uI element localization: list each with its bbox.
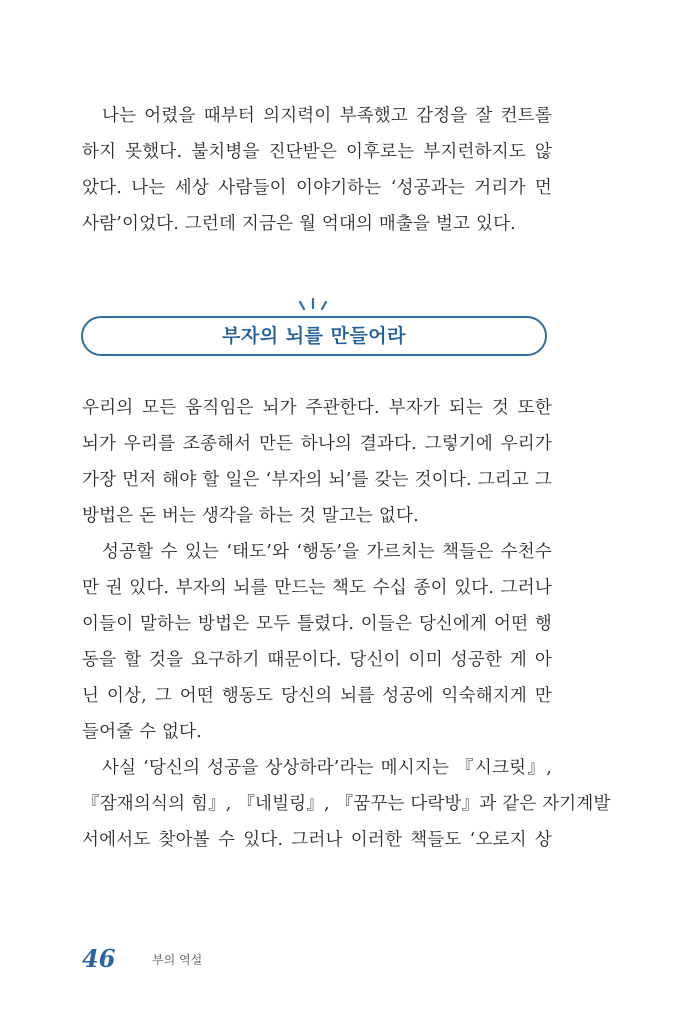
body-line: 들어줄 수 없다. <box>82 722 202 742</box>
body-line: 성공할 수 있는 ‘태도’와 ‘행동’을 가르치는 책들은 수천수 <box>102 542 552 562</box>
intro-line: 사람’이었다. 그런데 지금은 월 억대의 매출을 벌고 있다. <box>82 214 516 234</box>
body-line: 이들이 말하는 방법은 모두 틀렸다. 이들은 당신에게 어떤 행 <box>82 614 552 634</box>
page-number: 46 <box>82 944 116 973</box>
body-line: 동을 할 것을 요구하기 때문이다. 당신이 이미 성공한 게 아 <box>82 650 552 670</box>
intro-line: 았다. 나는 세상 사람들이 이야기하는 ‘성공과는 거리가 먼 <box>82 178 552 198</box>
body-line: 닌 이상, 그 어떤 행동도 당신의 뇌를 성공에 익숙해지게 만 <box>82 686 552 706</box>
intro-line: 나는 어렸을 때부터 의지력이 부족했고 감정을 잘 컨트롤 <box>102 106 552 126</box>
intro-paragraph <box>82 98 552 242</box>
body-line: 만 권 있다. 부자의 뇌를 만드는 책도 수십 종이 있다. 그러나 <box>82 578 552 598</box>
body-line: 가장 먼저 해야 할 일은 ‘부자의 뇌’를 갖는 것이다. 그리고 그 <box>82 470 552 490</box>
body-line: 방법은 돈 버는 생각을 하는 것 말고는 없다. <box>82 506 419 526</box>
section-heading-box <box>81 316 547 356</box>
body-line: 사실 ‘당신의 성공을 상상하라’라는 메시지는 『시크릿』, <box>102 758 552 778</box>
body-line: 『잠재의식의 힘』, 『네빌링』, 『꿈꾸는 다락방』과 같은 자기계발 <box>82 794 611 814</box>
body-line: 뇌가 우리를 조종해서 만든 하나의 결과다. 그렇기에 우리가 <box>82 434 552 454</box>
intro-line: 하지 못했다. 불치병을 진단받은 이후로는 부지런하지도 않 <box>82 142 552 162</box>
body-text <box>82 390 611 858</box>
running-title: 부의 역설 <box>152 953 203 967</box>
heading-spark-icon <box>292 296 334 312</box>
section-heading: 부자의 뇌를 만들어라 <box>222 325 406 347</box>
body-line: 우리의 모든 움직임은 뇌가 주관한다. 부자가 되는 것 또한 <box>82 398 552 418</box>
body-line: 서에서도 찾아볼 수 있다. 그러나 이러한 책들도 ‘오로지 상 <box>82 830 552 850</box>
